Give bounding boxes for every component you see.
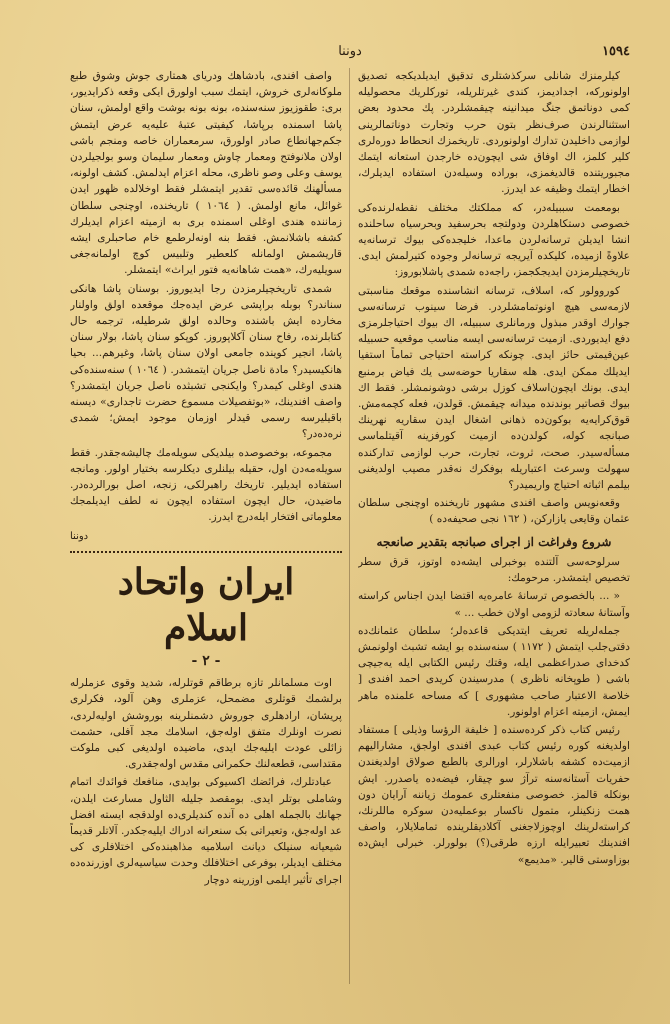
paragraph: شمدی تاریخچیلرمزدن رجا ایدیوروز. بوسنان پاشا هانکی سناندر؟ بوبله براپشی عرض ایده‌جك موقعده اولق واولنار مخارده ایش باشنده وحالده اولق شرطیله، ترجمه حال کتابلرنده، رفاح سنان آکلاپوروز. کوپکو سنان پاشا، بولار سنان پاشا، انجیر کوینده جامعی اولان سنان پاشا، وغیرهم... بحیا هانکیسیدر؟ مادة ناصل جریان ایتمشدر. ( ١٠٦٤ ) سنه‌سنده‌کی هندی اوغلی کیمدر؟ وایکنجی تشبثده ناصل جریان ایتمشدر؟ واصف افندینك، «بوتفصیلات مسموع حضرت تاجداری» دیسنه باقیلیرسه رسمی قیدلر اوزمان موجود ایمش؛ شمدی نره‌ده‌در؟	[70, 282, 342, 441]
paragraph: عبادتلرك، فرائضك اکسیوکی بوایدی، منافعك فوائدك اتمام وشاملی بوتلر ایدی. بومقصد جلیله الثاول مسارعت ایلدن، جهانك بالجمله اهلی ده آنده کندیلری‌ده اولدقجه ایسته افضل عد اوله‌جق، وتعیراتی بک سنعرانه ادراك ایلیه‌جکدر. آلاتلر قدیماً شیعیانه سنیلک دیانت اسلامیه مذاهبنده‌کی اختلافلری کی مختلف ایدیلر، بوفرعی اختلافلك وحدت سیاسیه‌لری اوزرنده‌ده اجرای تأثیر ایلمی اوزرینه دوچار	[70, 776, 342, 886]
left-column	[70, 68, 342, 984]
paragraph: بومعمت سببیله‌در، که مملکتك مختلف نقطه‌لرنده‌کی خصوصی دستکاهلردن ودولتجه بحرسفید وبحرسیاه ساحلنده انشا ایدیلن ترسانه‌لردن ماعدا، خلیجده‌کی بیوك ترسانه‌یه علاوةً ازمیده، کلیکده آیریجه ترسانه‌لر وجوده کتیرلمش ایدی. تاریخچیلرمزدن ایدیجکجمز، راجه‌ده شمدی پاشلابوروز:	[358, 201, 630, 279]
column-divider	[349, 68, 350, 984]
article-title: ایران واتحاد اسلام	[117, 560, 295, 649]
paragraph: سرلوحه‌سی آلتنده بوخبرلی ایشه‌ده اوتوز، قرق سطر تخصیص ایتمشدر. مرحومك:	[358, 555, 630, 585]
paragraph: وقعه‌نویس واصف افندی مشهور تاریخنده اوچنجی سلطان عثمان وقایعی یازارکن، ( ١٦٢ نجی صحیفه‌ده )	[358, 497, 630, 526]
paragraph: واصف افندی، بادشاهك ودریای همتاری جوش وشوق طبع ملوکانه‌لری خروش، ایتمك سبب اولورق ایکی وقعه ذکرایدیور، بری: طقوزیوز سنه‌سنده، بونه بونه بوشت واقع اولمش، سنان پاشا اسمنده برپاشا، کیفیتی عتبۀ علیه‌یه عرض ایتمش جکم‌جهانطاع صادر اولورق، سرمعماران خاصه ومنجم باشی اولان ملانوفتح ومعمار چاوش ومعمار سلیمان وسو بولجیلردن یوسف وعلی وصو ناظری، محله اعزام ایدلمش. کشف اولونه، مسألهنك قائده‌سی تقدیر ایتمشلر فقط اوخلالده ظهور ایدن غوائل، مانع اولمش. ( ١٠٦٤ ) تاریخنده، اوچنجی سلطان زماننده هندی اوغلی اسمنده بری به ازمیته اعزام ایدیلرك کشفه باشلانمش. فقط بنه اونه‌لرطمع خام صاحبلری ایشه قاریشمش اولمانله کلعطیر وتلبیس کوچ اولمانه‌جغی سویلیه‌رك، «همت شاهانه‌یه فتور ایراث» ایتمشلر.	[70, 70, 342, 277]
running-title: دوننا	[338, 44, 362, 59]
article-part-number: - ٢ -	[191, 652, 221, 669]
paragraph: جمله‌لریله تعریف ایتدیکی قاعده‌لر؛ سلطان عثمانك‌ده دقتی‌جلب ایتمش ( ١١٧٢ ) سنه‌سنده بو ایشه تشبث اولونمش کدخدای صدراعظمی ایله، وقتك رئیس الکتابی ایله یه‌جیچی باشی ( طوپخانه ناظری ) مدرسیندن کریدی احمد افندی [ خلاصة الاعتبار صاحب مشهوری ] که مساحه علمنده ماهر ایمش، ازمیته اعزام اولونور.	[358, 624, 630, 718]
paragraph: کیلرمنزك شانلی سرکذشتلری تدقیق ایدیلدیکجه تصدیق اولونورکه، اجدادیمز، کندی غیرتلریله، تورکلریك محصولیله کمی دوناتمق جنگ میدانینه چیقمشلردر. پك محدود بعض استثنالرندن صرف‌نظر بتون حرب وتجارت دوناتمالرینی لوازمی داخلیدن تدارك اولونوردی. تاریخمزك انحطاط دوره‌لری کلیر کلمز، اك اوفاق شی ایچون‌ده خارجدن استعانه ایتمك مجبوریتنده قالدیغمزی، بوراده وسیله‌دن استفاده ایدیلرك، اخطار ایتمك وظیفه عد ایدرز.	[358, 70, 630, 196]
paragraph: رئیس کتاب ذکر کرده‌سنده [ خلیفة الرؤسا وذیلی ] مستفاد اولدیغنه کوره رئیس کتاب عبدی افندی اولجق، مشارالیهم ازمیت‌ده کشفه باشلارلر، اورالری بالطبع صولاق اولدیغندن حفریات آستانه‌سنه ترآژ سو چیقار، فیضه‌ده یاصدرر. ایش بونکله قالمز. خصوصی منفعتلری عمومك زیاننه آرایان دون همت زنکینلر، متمول نا‌کسار بوعملیه‌دن سوکره ماللرنك، کراسته‌لرینك اوچوزلاجغنی آکلادیقلرینده تماملایلار، واصف افندینك تعبیرایله ارزه طرقی(؟) بولورلر. خبرلی ایش‌ده بوزاوستی قالیر. «مدیمع»	[358, 723, 630, 866]
right-column	[358, 68, 630, 984]
paragraph: مجموعه، بوخصوصده بیلدیکی سویله‌مك چالیشه‌جقدر. فقط سویله‌مه‌دن اول، حقیله بیلنلری دیکلرسه بختیار اولور. ومانجه استفاده ایدیلیر. تاریخك راهبرلکی، زنجه، اصل بورالرده‌در. ماضیدن، حال ایچون استفاده ایچون نه لطف ایدیلمجك معلوماتی افتخار ایله‌درج ایدرز.	[70, 446, 342, 524]
author-signature: دوننا	[70, 530, 89, 542]
page-header	[70, 44, 630, 62]
paragraph: اوت مسلمانلر تازه برطاقم قوتلرله، شدید وقوی عزملرله برلشمك قوتلری مضمحل، عزملری وهن آلود، فکرلری پریشان، ارادهلری جوروش دشمنلرینه بوروشش اولیه‌لردی، نصرت اونلرك متفق اوله‌جق، اسلامك مجد آفلی، حشمت زائلی عودت ایلیه‌جك ایدی، ماضیده اولدیغی کبی ملوکت مقتداسی، قطعه‌لنك حکمرانی مقدس اوله‌جقدری.	[70, 677, 342, 771]
quotation: « ... بالخصوص ترسانۀ عامره‌یه اقتضا ایدن اجناس کراسته وآستانۀ سعادته لزومی اولان خطب ... »	[358, 590, 630, 619]
section-subheading: شروع وفراغت از اجرای صبانجه بتقدیر صانعجه	[376, 534, 612, 549]
dotted-separator	[70, 551, 342, 553]
paragraph: کوروولور که، اسلاف، ترسانه انشاسنده موقعك مناسبتی لازمه‌سی هیچ اونوتمامشلردر. فرضا سینوب ترسانه‌سی جوارك اوقدر مبذول ورمانلری سببیله، اك بیوك احتیاجلرمزی دفع ایدیوردی. ازمیت ترسانه‌سی ایسه مناسب موقعیه حسبیله عین‌قیمتی حائز ایدی. چونکه کراسته احتیاجی تماماً استفیا ایدیلك ممکن ایدی. هله سقاریا حوضه‌سی یك فیاض برمنبع ایدی. بونك ایچون‌اسلاف کوزل برشی دوشونمشلر. فقط اك بیوك قصاتیر بوندنده میدانه چیقمش. قولدن، فعله کچمه‌مش. قوق‌کرایه‌یه بوکون‌ده ذهانی اشغال ایدن سقاریه نهرینك صبانجه کوله، کولدن‌ده ازمیت کورفزینه آقیتلماسی مسأله‌سیدر. صحت، ثروت، تجارت، حرب لوازمی تدارکنده سهولت وسرعت اعتباریله بوفکرك نه‌قدر مصیب اولدیغنی بیلمم اثباته احتیاج واریمیدر؟	[358, 284, 630, 492]
text-columns	[70, 68, 630, 984]
page-number: ١٥٩٤	[602, 44, 630, 59]
